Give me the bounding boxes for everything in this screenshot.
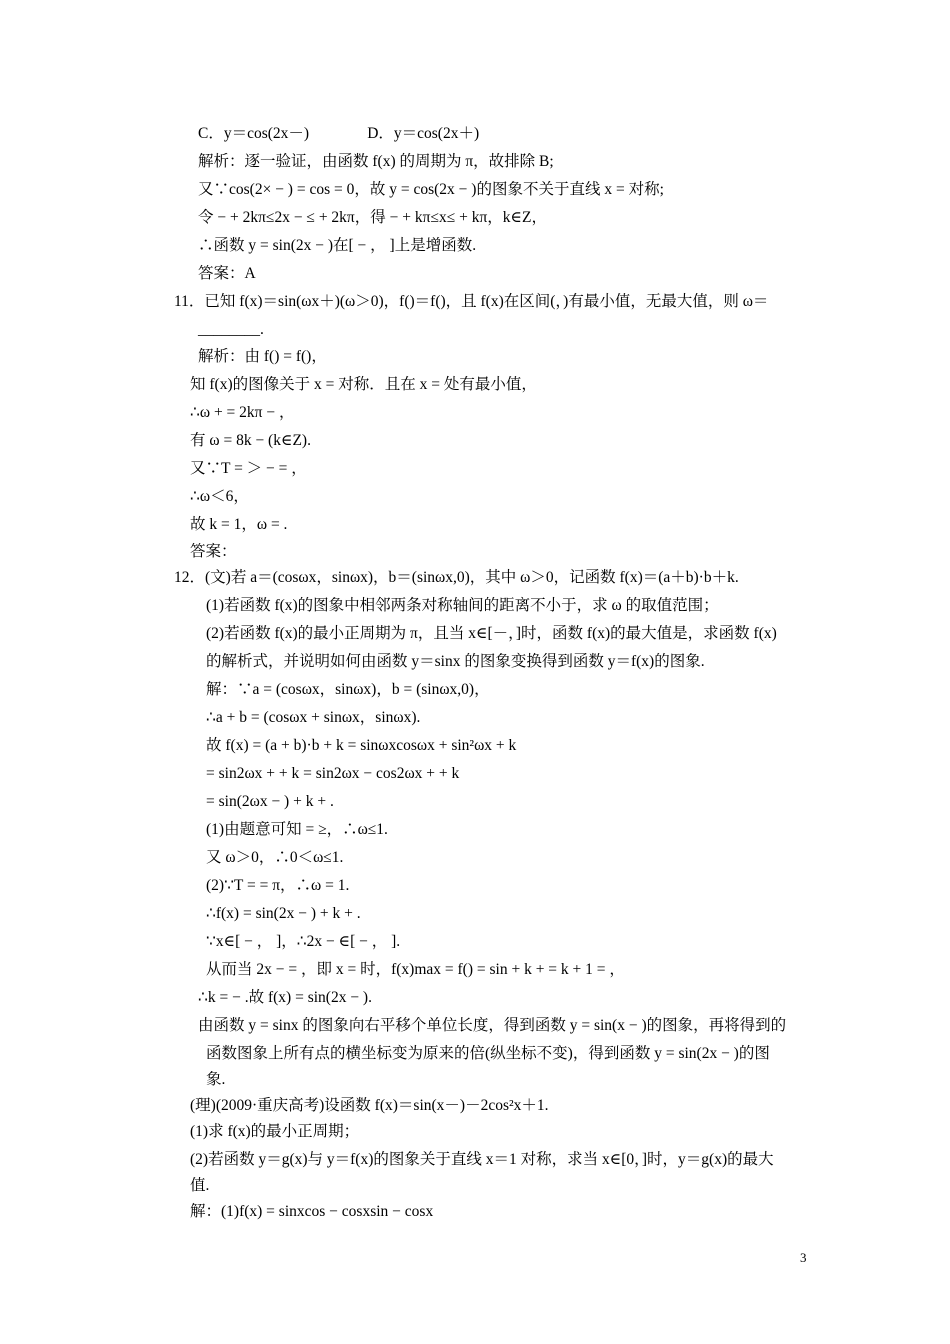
- analysis-line: 令 − + 2kπ≤2x − ≤ + 2kπ，得 − + kπ≤x≤ + kπ，k∈Z，: [198, 209, 547, 226]
- solution-line: 函数图象上所有点的横坐标变为原来的倍(纵坐标不变)，得到函数 y = sin(2x − )的图: [206, 1045, 770, 1062]
- solution-line: (2)∵T = = π，∴ω = 1.: [206, 877, 350, 894]
- analysis-line: 有 ω = 8k − (k∈Z).: [190, 432, 311, 449]
- solution-line: 解：(1)f(x) = sinxcos − cosxsin − cosx: [190, 1203, 434, 1220]
- answer-line: 答案：: [190, 543, 237, 560]
- analysis-line: ∴ω + = 2kπ − ，: [190, 404, 295, 421]
- solution-line: = sin(2ωx − ) + k + .: [206, 793, 334, 810]
- question-12-science-part2: (2)若函数 y＝g(x)与 y＝f(x)的图象关于直线 x＝1 对称，求当 x∈[0，]时，y＝g(x)的最大: [190, 1151, 774, 1168]
- solution-line: 又 ω＞0，∴0＜ω≤1.: [206, 849, 344, 866]
- solution-line: ∴f(x) = sin(2x − ) + k + .: [206, 905, 361, 922]
- solution-line: ∵x∈[ − ， ]，∴2x − ∈[ − ， ].: [206, 933, 401, 950]
- analysis-line: 又∵cos(2× − ) = cos = 0，故 y = cos(2x − )的图象不关于直线 x = 对称;: [198, 181, 664, 198]
- question-11: 11．已知 f(x)＝sin(ωx＋)(ω＞0)，f()＝f()，且 f(x)在区间(，)有最小值，无最大值，则 ω＝: [174, 293, 769, 310]
- solution-line: 故 f(x) = (a + b)·b + k = sinωxcosωx + sin²ωx + k: [206, 737, 517, 754]
- question-12-science-part1: (1)求 f(x)的最小正周期；: [190, 1123, 360, 1140]
- question-12-part2: 的解析式，并说明如何由函数 y＝sinx 的图象变换得到函数 y＝f(x)的图象.: [206, 653, 705, 670]
- page-number: 3: [800, 1250, 807, 1265]
- analysis-line: 解析：由 f() = f()，: [198, 348, 327, 365]
- answer-line: 答案：A: [198, 265, 256, 282]
- question-12-science-part2: 值.: [190, 1177, 210, 1194]
- solution-line: 解：∵a = (cosωx，sinωx)，b = (sinωx,0)，: [206, 681, 490, 698]
- solution-line: ∴k = − .故 f(x) = sin(2x − ).: [198, 989, 372, 1006]
- question-12-part2: (2)若函数 f(x)的最小正周期为 π，且当 x∈[－，]时，函数 f(x)的最大值是，求函数 f(x): [206, 625, 777, 642]
- solution-line: 由函数 y = sinx 的图象向右平移个单位长度，得到函数 y = sin(x − )的图象，再将得到的: [198, 1017, 787, 1034]
- analysis-line: 解析：逐一验证，由函数 f(x) 的周期为 π，故排除 B;: [198, 153, 554, 170]
- question-12-part1: (1)若函数 f(x)的图象中相邻两条对称轴间的距离不小于，求 ω 的取值范围；: [206, 597, 719, 614]
- solution-line: (1)由题意可知 = ≥，∴ω≤1.: [206, 821, 388, 838]
- analysis-line: 知 f(x)的图像关于 x = 对称．且在 x = 处有最小值，: [190, 376, 537, 393]
- solution-line: = sin2ωx + + k = sin2ωx − cos2ωx + + k: [206, 765, 460, 782]
- solution-line: 从而当 2x − = ，即 x = 时，f(x)max = f() = sin + k + = k + 1 = ，: [206, 961, 625, 978]
- option-c-d: C．y＝cos(2x－) D．y＝cos(2x＋): [198, 125, 480, 142]
- answer-blank: ________.: [198, 321, 264, 338]
- analysis-line: ∴ω＜6，: [190, 488, 249, 505]
- analysis-line: ∴函数 y = sin(2x − )在[ − ， ]上是增函数.: [198, 237, 477, 254]
- question-12: 12．(文)若 a＝(cosωx，sinωx)，b＝(sinωx,0)，其中 ω＞0，记函数 f(x)＝(a＋b)·b＋k.: [174, 569, 739, 586]
- question-12-science: (理)(2009·重庆高考)设函数 f(x)＝sin(x－)－2cos²x＋1.: [190, 1097, 549, 1114]
- analysis-line: 故 k = 1，ω = .: [190, 516, 288, 533]
- solution-line: ∴a + b = (cosωx + sinωx，sinωx).: [206, 709, 421, 726]
- analysis-line: 又∵T = ＞ − = ，: [190, 460, 307, 477]
- solution-line: 象.: [206, 1071, 226, 1088]
